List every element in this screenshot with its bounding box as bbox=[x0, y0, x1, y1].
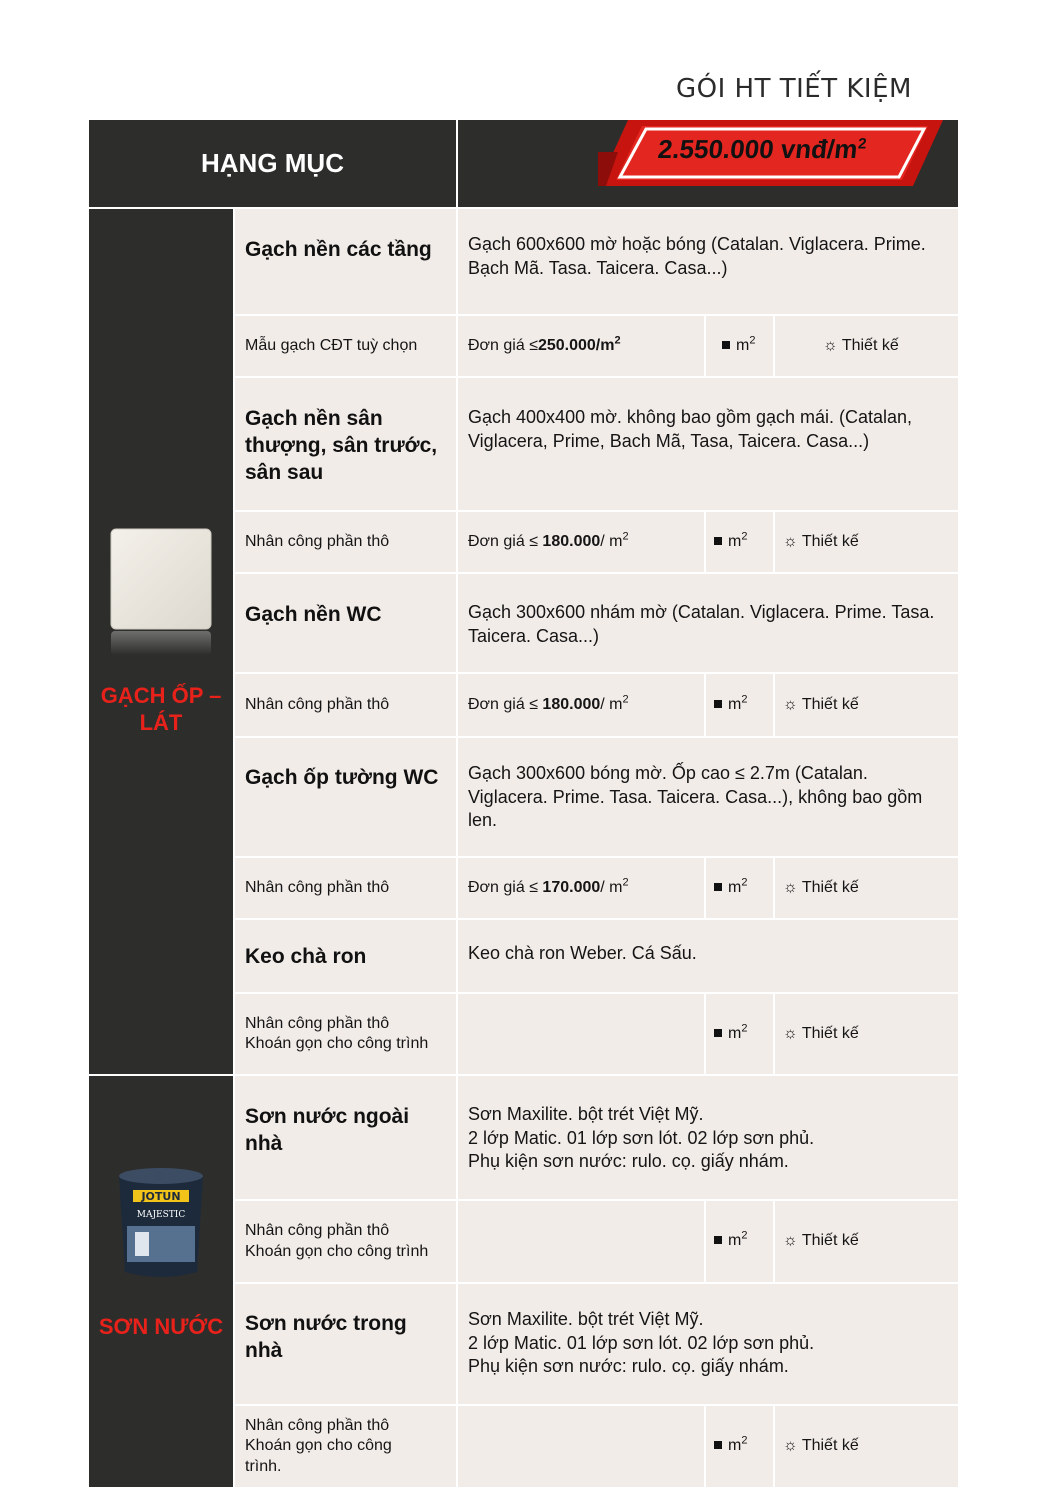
price-value: 2.550.000 vnđ/$m^2$ bbox=[656, 134, 868, 164]
unit-price: Đơn giá ≤ 180.000/ $m^2$ bbox=[468, 693, 629, 713]
item-row bbox=[235, 209, 958, 314]
item-sub-row bbox=[235, 1201, 958, 1282]
item-row bbox=[235, 1076, 958, 1199]
item-sub-row bbox=[235, 512, 958, 572]
item-sub-row bbox=[235, 858, 958, 918]
design-label: ☼ Thiết kế bbox=[783, 532, 859, 550]
item-sub-label: Nhân công phần thô Khoán gọn cho công trình bbox=[245, 1222, 429, 1260]
item-row bbox=[235, 920, 958, 992]
unit-label: $m^2$ bbox=[714, 695, 747, 716]
item-sub-row bbox=[235, 674, 958, 736]
category-tiles bbox=[89, 209, 233, 1074]
empty-price-cell bbox=[458, 1201, 704, 1282]
unit-label: $m^2$ bbox=[714, 1436, 747, 1457]
design-label: ☼ Thiết kế bbox=[783, 695, 859, 713]
square-bullet-icon bbox=[714, 700, 722, 708]
design-label: ☼ Thiết kế bbox=[783, 1437, 859, 1455]
tile-image bbox=[89, 527, 233, 657]
paint-product-text: MAJESTIC bbox=[136, 1210, 186, 1220]
unit-label: $m^2$ bbox=[722, 336, 755, 357]
item-sub-row bbox=[235, 1406, 958, 1487]
unit-label: $m^2$ bbox=[714, 1231, 747, 1252]
empty-price-cell bbox=[458, 994, 704, 1074]
item-description: Gạch 300x600 nhám mờ (Catalan. Viglacera. Prime. Tasa. Taicera. Casa...) bbox=[468, 602, 935, 646]
item-description: Sơn Maxilite. bột trét Việt Mỹ. 2 lớp Matic. 01 lớp sơn lót. 02 lớp sơn phủ. Phụ kiện sơn nước: rulo. cọ. giấy nhám. bbox=[468, 1104, 815, 1171]
item-description: Gạch 600x600 mờ hoặc bóng (Catalan. Viglacera. Prime. Bạch Mã. Tasa. Taicera. Casa...) bbox=[468, 234, 926, 278]
item-description: Keo chà ron Weber. Cá Sấu. bbox=[468, 943, 697, 964]
category-label-paint: SƠN NƯỚC bbox=[98, 1314, 224, 1339]
paint-brand-text: JOTUN bbox=[141, 1190, 181, 1203]
item-sub-row bbox=[235, 994, 958, 1074]
unit-price: Đơn giá ≤ 180.000/ $m^2$ bbox=[468, 530, 629, 550]
item-description: Gạch 400x400 mờ. không bao gồm gạch mái. (Catalan, Viglacera, Prime, Bach Mã, Tasa, Taicera. Casa...) bbox=[468, 407, 913, 451]
item-row bbox=[235, 1284, 958, 1404]
unit-price: Đơn giá $\le 250.000/m^2$ bbox=[468, 334, 621, 354]
item-row bbox=[235, 378, 958, 510]
item-sub-label: Nhân công phần thô bbox=[245, 695, 390, 713]
package-title: GÓI HT TIẾT KIỆM bbox=[676, 74, 912, 104]
item-description: Sơn Maxilite. bột trét Việt Mỹ. 2 lớp Matic. 01 lớp sơn lót. 02 lớp sơn phủ. Phụ kiện sơn nước: rulo. cọ. giấy nhám. bbox=[468, 1309, 815, 1376]
item-title: Sơn nước trong nhà bbox=[245, 1312, 407, 1362]
item-row bbox=[235, 574, 958, 672]
unit-label: $m^2$ bbox=[714, 1024, 747, 1045]
item-title: Gạch ốp tường WC bbox=[245, 766, 439, 789]
item-title: Gạch nền WC bbox=[245, 603, 382, 626]
category-paint bbox=[89, 1076, 233, 1487]
design-label: ☼ Thiết kế bbox=[783, 878, 859, 896]
item-row bbox=[235, 738, 958, 856]
square-bullet-icon bbox=[714, 537, 722, 545]
item-sub-label: Nhân công phần thô bbox=[245, 532, 390, 550]
item-sub-label: Nhân công phần thô bbox=[245, 878, 390, 896]
square-bullet-icon bbox=[714, 1029, 722, 1037]
item-sub-label: Mẫu gạch CĐT tuỳ chọn bbox=[245, 336, 418, 354]
design-label: ☼ Thiết kế bbox=[783, 1024, 859, 1042]
item-sub-label: Nhân công phần thô Khoán gọn cho công trình. bbox=[245, 1416, 392, 1475]
item-sub-label: Nhân công phần thô Khoán gọn cho công trình bbox=[245, 1014, 429, 1052]
design-label: ☼ Thiết kế bbox=[783, 1232, 859, 1250]
unit-label: $m^2$ bbox=[714, 878, 747, 899]
square-bullet-icon bbox=[714, 1236, 722, 1244]
column-header-label: HẠNG MỤC bbox=[201, 148, 344, 178]
item-title: Gạch nền các tầng bbox=[245, 238, 432, 261]
unit-label: $m^2$ bbox=[714, 532, 747, 553]
item-title: Keo chà ron bbox=[245, 944, 367, 968]
column-header-category bbox=[89, 120, 456, 207]
item-title: Gạch nền sân thượng, sân trước, sân sau bbox=[245, 407, 438, 484]
empty-price-cell bbox=[458, 1406, 704, 1487]
square-bullet-icon bbox=[714, 883, 722, 891]
item-title: Sơn nước ngoài nhà bbox=[245, 1105, 410, 1155]
category-label-tiles: GẠCH ỐP – LÁT bbox=[100, 683, 222, 735]
item-description: Gạch 300x600 bóng mờ. Ốp cao ≤ 2.7m (Catalan. Viglacera. Prime. Tasa. Taicera. Casa...), không bao gồm len. bbox=[468, 763, 923, 830]
paint-bucket-image bbox=[89, 1164, 233, 1280]
square-bullet-icon bbox=[714, 1441, 722, 1449]
item-sub-row bbox=[235, 316, 958, 376]
design-label: ☼ Thiết kế bbox=[823, 336, 899, 354]
unit-price: Đơn giá ≤ 170.000/ $m^2$ bbox=[468, 876, 629, 896]
square-bullet-icon bbox=[722, 341, 730, 349]
